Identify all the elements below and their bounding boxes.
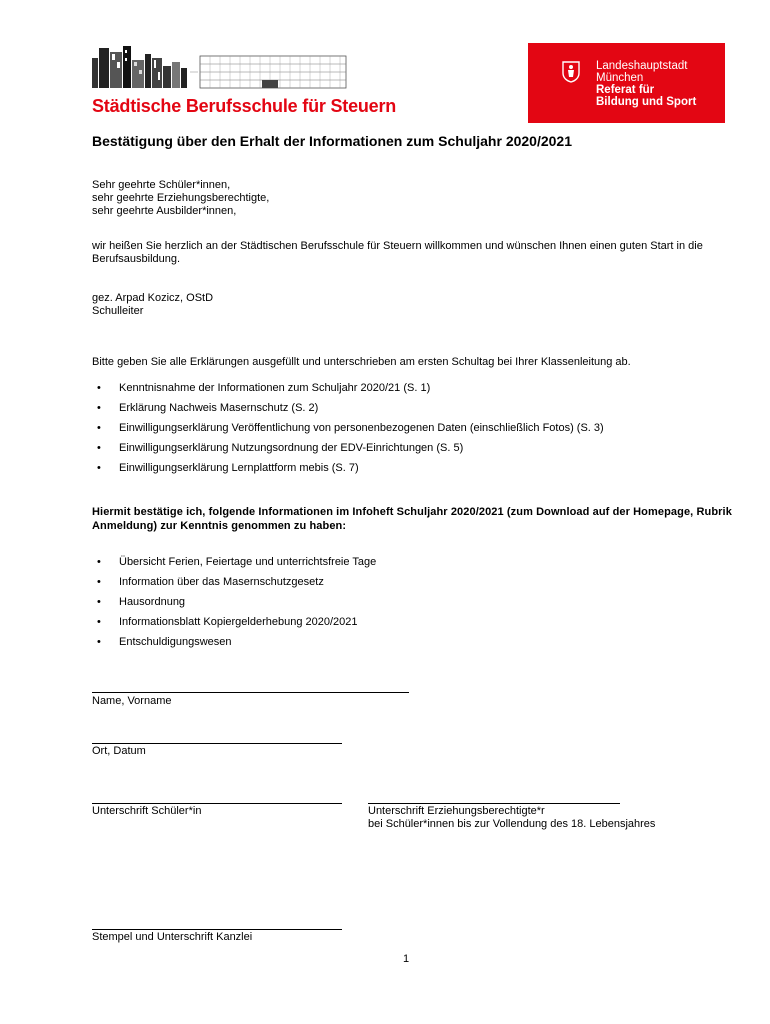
school-name: Städtische Berufsschule für Steuern	[92, 96, 397, 116]
list-item	[92, 422, 604, 442]
bullet-icon: •	[97, 576, 101, 588]
page-number: 1	[403, 953, 410, 965]
info-items-list	[92, 556, 376, 656]
bullet-icon: •	[97, 422, 101, 434]
name-field-label: Name, Vorname	[92, 695, 172, 707]
student-signature-label: Unterschrift Schüler*in	[92, 805, 202, 817]
office-stamp-line[interactable]	[92, 929, 342, 930]
list-item	[92, 576, 376, 596]
salutation	[92, 179, 269, 218]
list-item	[92, 462, 604, 482]
bullet-icon: •	[97, 596, 101, 608]
guardian-signature-note: bei Schüler*innen bis zur Vollendung des 18. Lebensjahres	[368, 818, 656, 830]
list-item-text: Übersicht Ferien, Feiertage und unterrichtsfreie Tage	[119, 556, 377, 568]
salutation-line: Sehr geehrte Schüler*innen,	[92, 179, 231, 191]
document-title: Bestätigung über den Erhalt der Informationen zum Schuljahr 2020/2021	[92, 133, 572, 149]
principal-name: gez. Arpad Kozicz, OStD	[92, 292, 214, 304]
city-logo-line3: Referat für	[596, 84, 655, 96]
list-item-text: Kenntnisnahme der Informationen zum Schuljahr 2020/21 (S. 1)	[119, 382, 431, 394]
list-item	[92, 556, 376, 576]
list-item-text: Informationsblatt Kopiergelderhebung 2020/2021	[119, 616, 358, 628]
city-logo	[528, 43, 725, 123]
school-building-illustration	[92, 44, 348, 90]
list-item	[92, 442, 604, 462]
principal-signature	[92, 292, 213, 318]
guardian-signature-label: Unterschrift Erziehungsberechtigte*r	[368, 805, 545, 817]
instruction-paragraph: Bitte geben Sie alle Erklärungen ausgefüllt und unterschrieben am ersten Schultag bei Ihrer Klassenleitung ab.	[92, 356, 631, 368]
city-logo-line2: München	[596, 72, 644, 84]
bullet-icon: •	[97, 382, 101, 394]
guardian-signature-line[interactable]	[368, 803, 620, 804]
munich-crest-icon	[562, 61, 580, 83]
list-item-text: Einwilligungserklärung Lernplattform mebis (S. 7)	[119, 462, 359, 474]
bullet-icon: •	[97, 636, 101, 648]
salutation-line: sehr geehrte Erziehungsberechtigte,	[92, 192, 270, 204]
office-stamp-label: Stempel und Unterschrift Kanzlei	[92, 931, 253, 943]
list-item	[92, 616, 376, 636]
principal-role: Schulleiter	[92, 305, 144, 317]
welcome-paragraph: wir heißen Sie herzlich an der Städtischen Berufsschule für Steuern willkommen und wünschen Ihnen einen guten Start in die Berufsausbildung.	[92, 240, 703, 265]
salutation-line: sehr geehrte Ausbilder*innen,	[92, 205, 237, 217]
bullet-icon: •	[97, 556, 101, 568]
bullet-icon: •	[97, 442, 101, 454]
list-item-text: Erklärung Nachweis Masernschutz (S. 2)	[119, 402, 319, 414]
city-logo-line4: Bildung und Sport	[596, 96, 697, 108]
list-item-text: Einwilligungserklärung Veröffentlichung von personenbezogenen Daten (einschließlich Fotos) (S. 3)	[119, 422, 604, 434]
bullet-icon: •	[97, 402, 101, 414]
list-item-text: Entschuldigungswesen	[119, 636, 232, 648]
list-item-text: Information über das Masernschutzgesetz	[119, 576, 324, 588]
city-logo-line1: Landeshauptstadt	[596, 60, 688, 72]
bullet-icon: •	[97, 462, 101, 474]
place-date-field-label: Ort, Datum	[92, 745, 146, 757]
bullet-icon: •	[97, 616, 101, 628]
name-field-line[interactable]	[92, 692, 409, 693]
student-signature-line[interactable]	[92, 803, 342, 804]
place-date-field-line[interactable]	[92, 743, 342, 744]
list-item	[92, 402, 604, 422]
confirmation-statement: Hiermit bestätige ich, folgende Informationen im Infoheft Schuljahr 2020/2021 (zum Download auf der Homepage, Rubrik Anmeldung) zur Kenntnis genommen zu haben:	[92, 506, 732, 532]
list-item	[92, 596, 376, 616]
list-item-text: Hausordnung	[119, 596, 186, 608]
list-item	[92, 636, 376, 656]
declarations-list	[92, 382, 604, 482]
list-item-text: Einwilligungserklärung Nutzungsordnung der EDV-Einrichtungen (S. 5)	[119, 442, 464, 454]
list-item	[92, 382, 604, 402]
